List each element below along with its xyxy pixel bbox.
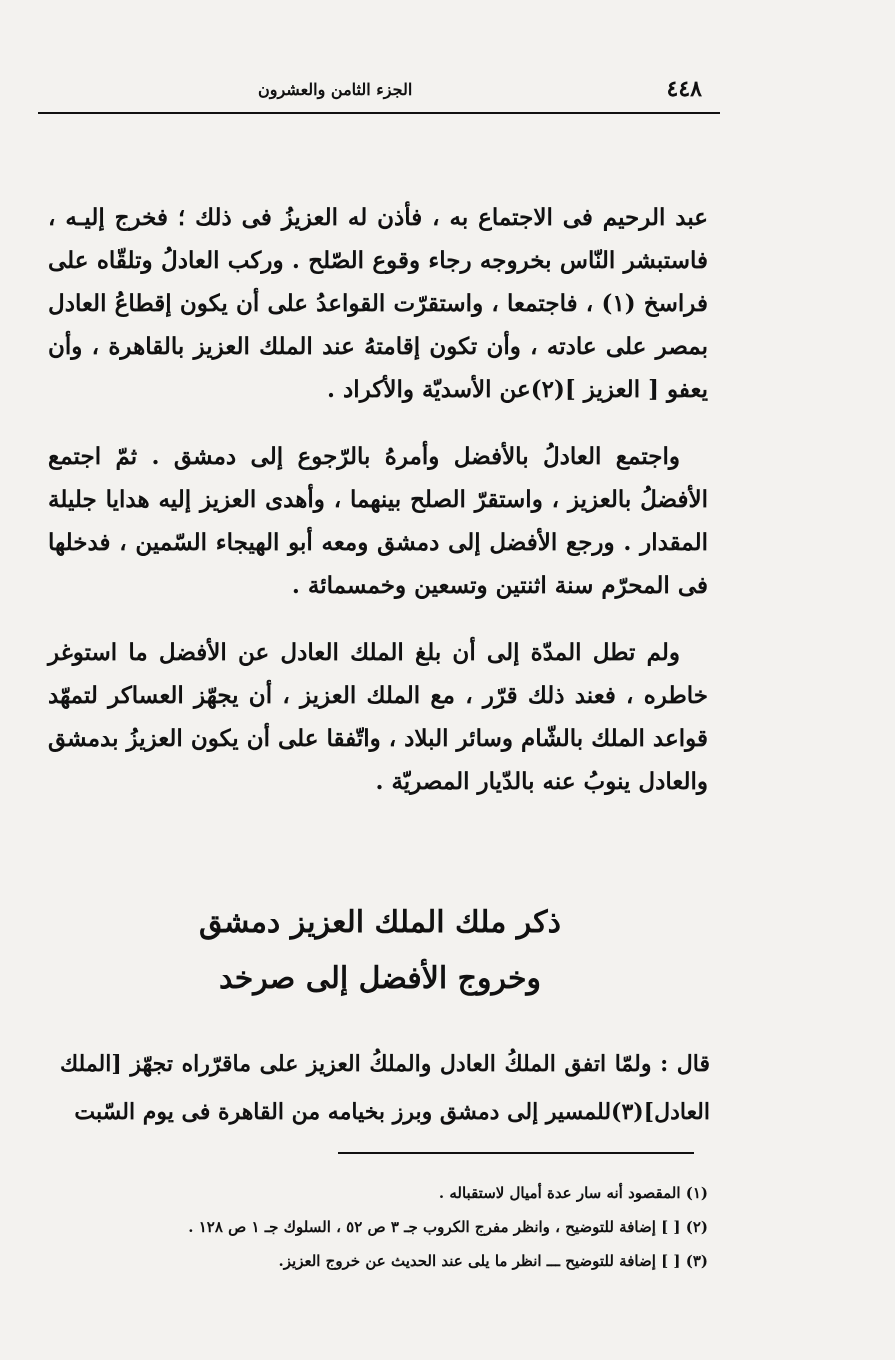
paragraph-3: ولم تطل المدّة إلى أن بلغ الملك العادل عن الأفضل ما استوغر خاطره ، فعند ذلك قرّر ، مع الملك العزيز ، أن يجهّز العساكر لتمهّد قواعد الملك بالشّام وسائر البلاد ، واتّفقا على أن يكون العزيزُ بدمشق والعادل ينوبُ عنه بالدّيار المصريّة .: [48, 639, 708, 795]
running-title: الجزء الثامن والعشرون: [258, 80, 413, 99]
footnotes: [60, 1176, 708, 1278]
section-paragraph: قال : ولمّا اتفق الملكُ العادل والملكُ العزيز على ماقرّراه تجهّز [الملك العادل](٣)للمسير إلى دمشق وبرز بخيامه من القاهرة فى يوم السّبت: [60, 1051, 710, 1125]
footnote-1: (١) المقصود أنه سار عدة أميال لاستقباله .: [438, 1184, 708, 1202]
footnote-3: (٣) [ ] إضافة للتوضيح ـــ انظر ما يلى عند الحديث عن خروج العزيز.: [278, 1252, 708, 1270]
paragraph-1: عبد الرحيم فى الاجتماع به ، فأذن له العزيزُ فى ذلك ؛ فخرج إليـه ، فاستبشر النّاس بخروجه رجاء وقوع الصّلح . وركب العادلُ وتلقّاه على فراسخ (١) ، فاجتمعا ، واستقرّت القواعدُ على أن يكون إقطاعُ العادل بمصر على عادته ، وأن تكون إقامتهُ عند الملك العزيز بالقاهرة ، وأن يعفو [ العزيز ](٢)عن الأسديّة والأكراد .: [48, 204, 708, 403]
section-heading-line-2: وخروج الأفضل إلى صرخد: [218, 961, 542, 996]
body-text: [48, 196, 708, 827]
paragraph-2: واجتمع العادلُ بالأفضل وأمرهُ بالرّجوع إلى دمشق . ثمّ اجتمع الأفضلُ بالعزيز ، واستقرّ الصلح بينهما ، وأهدى العزيز إليه هدايا جليلة المقدار . ورجع الأفضل إلى دمشق ومعه أبو الهيجاء السّمين ، فدخلها فى المحرّم سنة اثنتين وتسعين وخمسمائة .: [48, 443, 708, 599]
page-number: ٤٤٨: [666, 76, 702, 102]
footnote-divider: [338, 1152, 694, 1154]
section-heading-line-1: ذكر ملك الملك العزيز دمشق: [199, 905, 561, 940]
page-header: [38, 68, 720, 114]
footnote-2: (٢) [ ] إضافة للتوضيح ، وانظر مفرج الكروب جـ ٣ ص ٥٢ ، السلوك جـ ١ ص ١٢٨ .: [188, 1218, 708, 1236]
section-heading: [150, 895, 610, 1007]
